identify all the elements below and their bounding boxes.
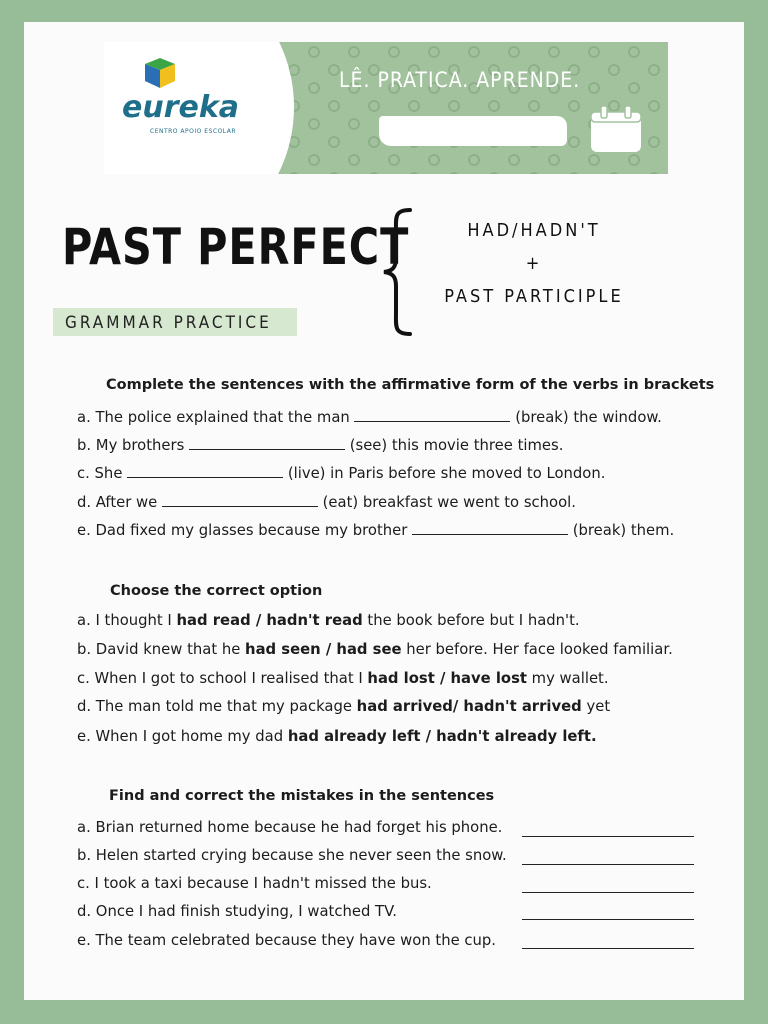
exercise-3-item: b. Helen started crying because she never seen the snow.	[77, 847, 507, 864]
logo-text: eureka	[122, 90, 240, 125]
exercise-2-item: b. David knew that he had seen / had see her before. Her face looked familiar.	[77, 641, 673, 658]
exercise-1-item: b. My brothers (see) this movie three times.	[77, 437, 564, 454]
brush-stroke	[379, 116, 567, 146]
grammar-practice-text: GRAMMAR PRACTICE	[65, 313, 272, 333]
exercise-2-item: a. I thought I had read / hadn't read the book before but I hadn't.	[77, 612, 580, 629]
exercise-3-item: a. Brian returned home because he had forget his phone.	[77, 819, 503, 836]
formula-line-3: PAST PARTICIPLE	[444, 286, 624, 307]
curly-brace	[380, 208, 420, 336]
correction-line[interactable]	[522, 864, 694, 865]
exercise-2-instruction: Choose the correct option	[110, 583, 323, 599]
option-choice[interactable]: had arrived/ hadn't arrived	[356, 698, 582, 715]
correction-line[interactable]	[522, 836, 694, 837]
answer-blank[interactable]	[412, 521, 568, 535]
formula	[424, 218, 644, 317]
calendar-icon	[589, 104, 643, 154]
formula-line-2: +	[525, 253, 543, 274]
option-choice[interactable]: had seen / had see	[245, 641, 402, 658]
answer-blank[interactable]	[162, 493, 318, 507]
exercise-2-item: d. The man told me that my package had arrived/ hadn't arrived yet	[77, 698, 611, 715]
answer-blank[interactable]	[127, 464, 283, 478]
answer-blank[interactable]	[354, 408, 510, 422]
exercise-1-instruction: Complete the sentences with the affirmative form of the verbs in brackets	[106, 377, 715, 393]
page-title: PAST PERFECT	[62, 218, 410, 276]
option-choice[interactable]: had lost / have lost	[367, 670, 527, 687]
correction-line[interactable]	[522, 919, 694, 920]
logo-cube-icon	[142, 56, 178, 90]
exercise-1-item: a. The police explained that the man (break) the window.	[77, 409, 662, 426]
exercise-1-item: c. She (live) in Paris before she moved to London.	[77, 465, 606, 482]
tagline: LÊ. PRATICA. APRENDE.	[339, 68, 581, 92]
formula-line-1: HAD/HADN'T	[467, 220, 601, 241]
logo-subtext: CENTRO APOIO ESCOLAR	[150, 128, 237, 135]
option-choice[interactable]: had already left / hadn't already left.	[287, 728, 597, 745]
correction-line[interactable]	[522, 892, 694, 893]
exercise-2-item: c. When I got to school I realised that I had lost / have lost my wallet.	[77, 670, 609, 687]
exercise-1-item: d. After we (eat) breakfast we went to school.	[77, 494, 576, 511]
answer-blank[interactable]	[189, 436, 345, 450]
exercise-1-item: e. Dad fixed my glasses because my brother (break) them.	[77, 522, 675, 539]
header-banner	[104, 42, 668, 174]
grammar-practice-label	[53, 308, 297, 336]
exercise-2-item: e. When I got home my dad had already left / hadn't already left.	[77, 728, 597, 745]
exercise-3-item: d. Once I had finish studying, I watched TV.	[77, 903, 398, 920]
exercise-3-item: e. The team celebrated because they have won the cup.	[77, 932, 497, 949]
worksheet-page	[24, 22, 744, 1000]
correction-line[interactable]	[522, 948, 694, 949]
option-choice[interactable]: had read / hadn't read	[176, 612, 363, 629]
exercise-3-instruction: Find and correct the mistakes in the sentences	[109, 788, 495, 804]
exercise-3-item: c. I took a taxi because I hadn't missed the bus.	[77, 875, 432, 892]
